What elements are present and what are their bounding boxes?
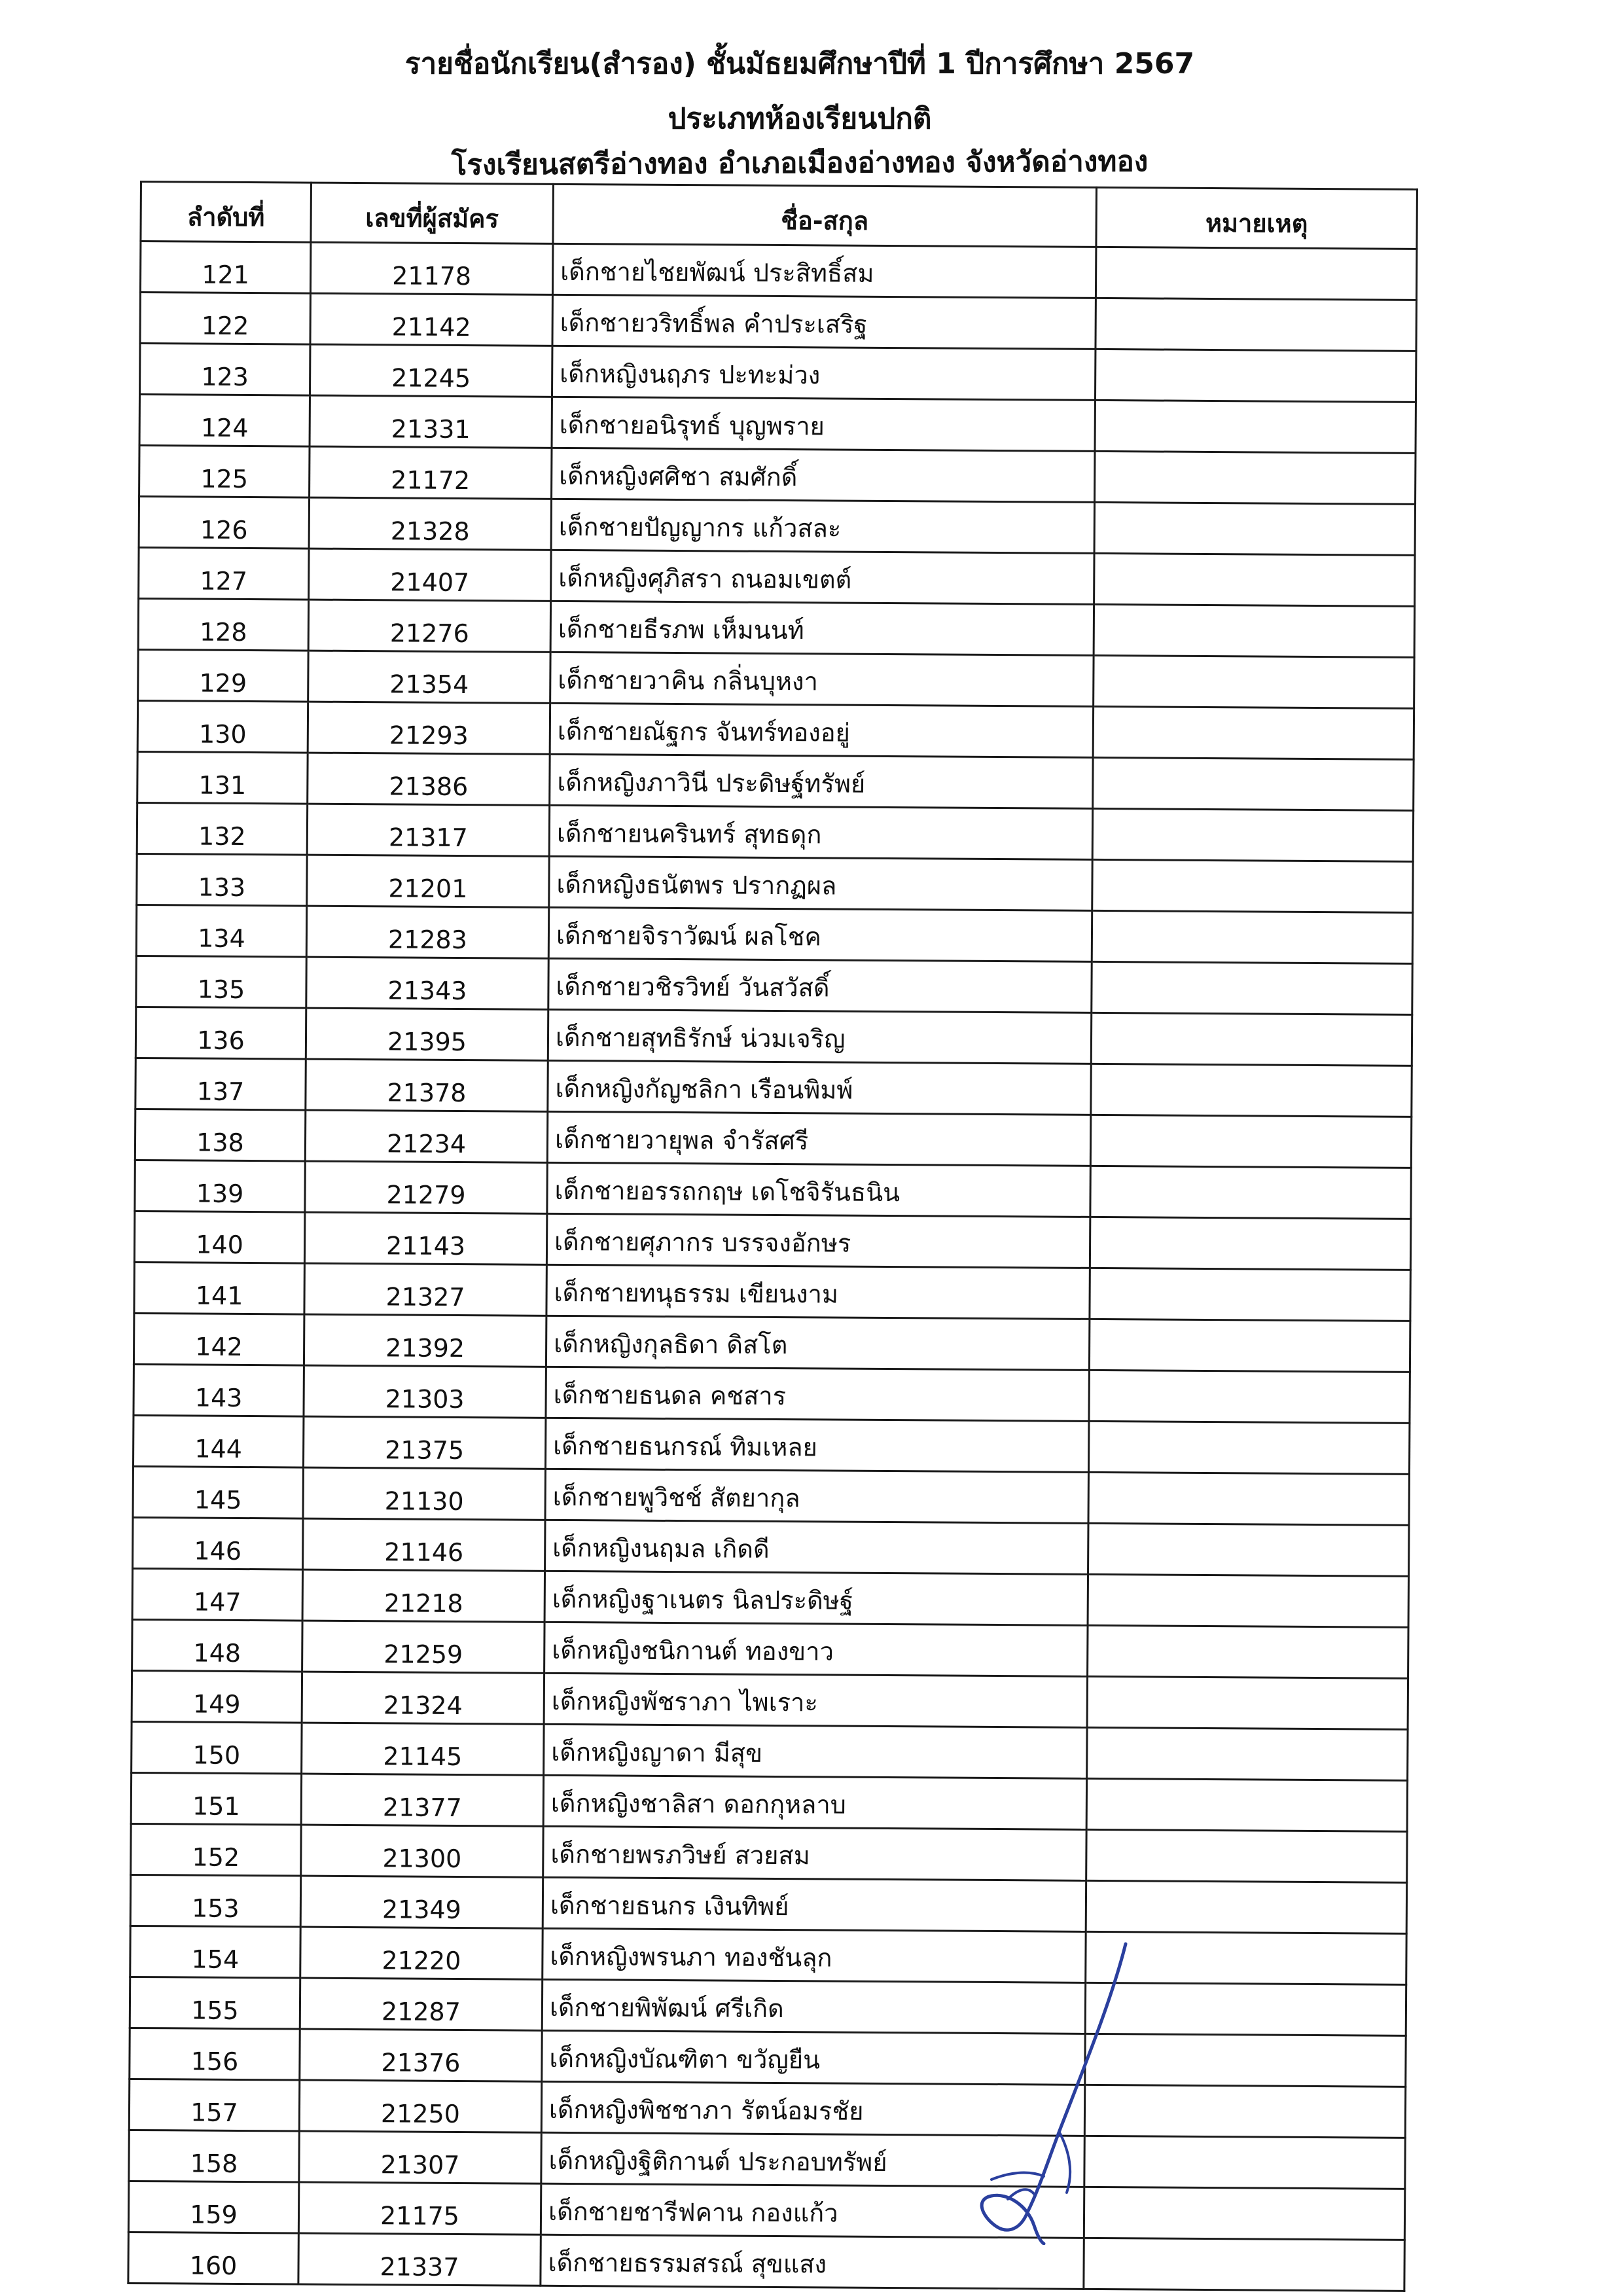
cell-name: เด็กหญิงภาวินี ประดิษฐ์ทรัพย์ — [550, 754, 1093, 808]
cell-order: 145 — [133, 1466, 303, 1518]
cell-remark — [1093, 757, 1414, 810]
cell-order: 153 — [130, 1874, 300, 1927]
table-row — [137, 751, 1414, 810]
table-row — [130, 1874, 1406, 1933]
cell-remark — [1094, 655, 1414, 708]
cell-remark — [1092, 961, 1412, 1014]
table-row — [138, 598, 1414, 657]
cell-order: 154 — [130, 1926, 300, 1978]
column-header-order: ลำดับที่ — [141, 182, 312, 243]
table-row — [136, 956, 1412, 1014]
table-row — [133, 1517, 1409, 1576]
table-row — [133, 1415, 1409, 1474]
table-row — [140, 293, 1416, 351]
cell-order: 152 — [131, 1823, 301, 1876]
table-row — [134, 1211, 1410, 1270]
cell-order: 146 — [133, 1517, 303, 1570]
document-title: รายชื่อนักเรียน(สำรอง) ชั้นมัธยมศึกษาปีที่ 1 ปีการศึกษา 2567 — [404, 47, 1195, 81]
table-row — [128, 2181, 1404, 2240]
table-row — [130, 1977, 1406, 2036]
cell-name: เด็กหญิงกุลธิดา ดิสโต — [546, 1316, 1089, 1370]
table-row — [139, 547, 1415, 606]
table-row — [132, 1619, 1408, 1678]
cell-applicant-no: 21378 — [306, 1059, 548, 1111]
cell-remark — [1096, 298, 1416, 351]
cell-order: 129 — [138, 649, 308, 702]
cell-remark — [1087, 1727, 1408, 1780]
cell-applicant-no: 21145 — [302, 1723, 544, 1775]
cell-applicant-no: 21331 — [310, 395, 552, 448]
cell-name: เด็กหญิงศศิชา สมศักดิ์ — [552, 448, 1095, 502]
signature-stroke — [982, 1944, 1126, 2244]
cell-name: เด็กชายอนิรุทธ์ บุญพราย — [552, 397, 1095, 451]
cell-order: 144 — [133, 1415, 303, 1467]
table-row — [135, 1109, 1411, 1168]
table-row — [129, 2079, 1405, 2138]
cell-name: เด็กชายธนกรณ์ ทิมเหลย — [545, 1418, 1088, 1472]
cell-name: เด็กชายจิราวัฒน์ ผลโชค — [548, 907, 1092, 961]
cell-order: 137 — [135, 1058, 306, 1110]
cell-remark — [1086, 1829, 1407, 1882]
cell-name: เด็กชายชารีฟคาน กองแก้ว — [541, 2183, 1084, 2238]
cell-applicant-no: 21324 — [302, 1672, 544, 1724]
cell-name: เด็กหญิงพัชราภา ไพเราะ — [544, 1673, 1087, 1727]
table-row — [137, 802, 1413, 861]
cell-name: เด็กชายธีรภพ เห็มนนท์ — [550, 601, 1094, 655]
table-header-row — [141, 182, 1418, 249]
cell-remark — [1092, 910, 1412, 963]
table-row — [130, 1926, 1406, 1984]
table-row — [132, 1721, 1408, 1780]
cell-order: 128 — [138, 598, 308, 651]
table-row — [139, 446, 1416, 505]
cell-name: เด็กชายพูวิชช์ สัตยากุล — [545, 1469, 1088, 1523]
cell-applicant-no: 21377 — [301, 1774, 543, 1826]
cell-name: เด็กชายพิพัฒน์ ศรีเกิด — [542, 1979, 1085, 2034]
cell-order: 139 — [135, 1160, 305, 1212]
cell-name: เด็กหญิงญาดา มีสุข — [544, 1724, 1087, 1778]
cell-order: 156 — [130, 2028, 300, 2080]
table-row — [132, 1568, 1408, 1627]
cell-order: 132 — [137, 802, 307, 855]
cell-remark — [1092, 808, 1413, 861]
cell-order: 125 — [139, 446, 310, 498]
cell-name: เด็กชายณัฐกร จันทร์ทองอยู่ — [550, 703, 1093, 757]
cell-applicant-no: 21283 — [306, 906, 548, 958]
cell-applicant-no: 21349 — [300, 1876, 543, 1928]
cell-applicant-no: 21293 — [308, 702, 550, 754]
cell-applicant-no: 21279 — [305, 1161, 547, 1213]
cell-remark — [1096, 247, 1416, 300]
cell-name: เด็กหญิงชนิกานต์ ทองขาว — [544, 1622, 1088, 1676]
table-row — [137, 700, 1414, 759]
cell-applicant-no: 21354 — [308, 651, 550, 703]
table-row — [135, 1160, 1411, 1219]
cell-applicant-no: 21395 — [306, 1008, 548, 1060]
cell-name: เด็กชายธรรมสรณ์ สุขแสง — [541, 2234, 1084, 2289]
cell-remark — [1095, 451, 1416, 504]
cell-name: เด็กชายวาคิน กลิ่นบุหงา — [550, 652, 1094, 706]
cell-remark — [1088, 1472, 1409, 1525]
cell-name: เด็กชายวริทธิ์พล คำประเสริฐ — [552, 295, 1096, 349]
cell-order: 135 — [136, 956, 306, 1008]
cell-remark — [1087, 1676, 1408, 1729]
column-header-remark: หมายเหตุ — [1096, 187, 1418, 249]
table-row — [139, 497, 1415, 556]
cell-remark — [1093, 706, 1414, 759]
cell-name: เด็กหญิงพิชชาภา รัตน์อมรชัย — [541, 2081, 1084, 2136]
cell-applicant-no: 21234 — [305, 1110, 547, 1162]
cell-remark — [1088, 1574, 1408, 1627]
cell-remark — [1084, 2238, 1404, 2291]
cell-order: 121 — [140, 242, 310, 294]
cell-remark — [1090, 1115, 1411, 1168]
cell-name: เด็กหญิงพรนภา ทองชันลุก — [543, 1928, 1086, 1982]
cell-order: 122 — [140, 293, 310, 345]
cell-name: เด็กหญิงศุภิสรา ถนอมเขตต์ — [551, 550, 1094, 604]
table-row — [134, 1262, 1410, 1321]
cell-remark — [1090, 1268, 1410, 1321]
cell-applicant-no: 21327 — [304, 1263, 546, 1316]
cell-name: เด็กชายธนกร เงินทิพย์ — [543, 1877, 1086, 1931]
cell-applicant-no: 21328 — [309, 497, 551, 550]
cell-name: เด็กหญิงธนัตพร ปรากฏผล — [549, 856, 1092, 910]
table-row — [133, 1466, 1409, 1525]
cell-order: 143 — [134, 1364, 304, 1416]
cell-order: 138 — [135, 1109, 305, 1161]
cell-applicant-no: 21218 — [302, 1570, 544, 1622]
cell-applicant-no: 21376 — [300, 2029, 542, 2081]
cell-remark — [1089, 1319, 1410, 1372]
cell-applicant-no: 21142 — [310, 293, 552, 346]
table-body — [128, 242, 1417, 2291]
cell-applicant-no: 21178 — [310, 242, 552, 295]
table-row — [131, 1823, 1407, 1882]
cell-name: เด็กชายไชยพัฒน์ ประสิทธิ์สม — [552, 243, 1096, 298]
table-row — [134, 1313, 1410, 1372]
cell-applicant-no: 21337 — [298, 2233, 541, 2286]
cell-name: เด็กชายวายุพล จำรัสศรี — [547, 1111, 1090, 1166]
cell-applicant-no: 21130 — [303, 1467, 545, 1520]
cell-remark — [1088, 1421, 1409, 1474]
cell-remark — [1095, 349, 1416, 402]
cell-remark — [1088, 1523, 1409, 1576]
cell-applicant-no: 21250 — [299, 2080, 541, 2132]
cell-order: 151 — [131, 1772, 301, 1825]
cell-order: 148 — [132, 1619, 302, 1672]
table-row — [140, 344, 1416, 403]
cell-remark — [1094, 553, 1415, 606]
table-row — [135, 1007, 1412, 1066]
cell-order: 130 — [137, 700, 308, 753]
cell-order: 136 — [135, 1007, 306, 1059]
cell-applicant-no: 21307 — [299, 2131, 541, 2183]
table-row — [135, 1058, 1412, 1117]
cell-applicant-no: 21386 — [308, 753, 550, 805]
cell-applicant-no: 21220 — [300, 1927, 543, 1979]
cell-remark — [1090, 1217, 1410, 1270]
column-header-applicant-no: เลขที่ผู้สมัคร — [311, 183, 554, 243]
cell-applicant-no: 21317 — [307, 804, 549, 856]
table-row — [138, 649, 1414, 708]
cell-order: 157 — [129, 2079, 299, 2131]
cell-remark — [1091, 1013, 1412, 1066]
cell-remark — [1089, 1370, 1410, 1423]
cell-applicant-no: 21300 — [301, 1825, 543, 1877]
table-row — [139, 395, 1416, 454]
table-row — [131, 1772, 1407, 1831]
cell-name: เด็กหญิงฐาเนตร นิลประดิษฐ์ — [544, 1571, 1088, 1625]
cell-name: เด็กชายอรรถกฤษ เดโชจิรันธนิน — [547, 1162, 1090, 1217]
cell-remark — [1094, 604, 1414, 657]
table-row — [134, 1364, 1410, 1423]
cell-order: 127 — [139, 547, 309, 600]
cell-order: 133 — [137, 853, 307, 906]
cell-name: เด็กชายวชิรวิทย์ วันสวัสดิ์ — [548, 958, 1092, 1013]
cell-applicant-no: 21375 — [303, 1416, 545, 1469]
cell-order: 149 — [132, 1670, 302, 1723]
cell-remark — [1090, 1166, 1411, 1219]
signature — [929, 1937, 1139, 2245]
cell-name: เด็กหญิงนฤมล เกิดดี — [545, 1520, 1088, 1574]
cell-order: 158 — [129, 2130, 299, 2182]
table-row — [136, 905, 1412, 963]
table-row — [128, 2232, 1404, 2291]
student-table — [127, 181, 1418, 2292]
table-row — [130, 2028, 1406, 2087]
class-type: ประเภทห้องเรียนปกติ — [668, 102, 932, 135]
cell-name: เด็กชายทนุธรรม เขียนงาม — [546, 1265, 1090, 1319]
cell-name: เด็กชายศุภากร บรรจงอักษร — [546, 1213, 1090, 1268]
cell-applicant-no: 21245 — [310, 344, 552, 397]
cell-order: 140 — [134, 1211, 304, 1263]
cell-order: 155 — [130, 1977, 300, 2029]
cell-remark — [1088, 1625, 1408, 1678]
cell-order: 150 — [132, 1721, 302, 1774]
cell-order: 123 — [140, 344, 310, 396]
cell-applicant-no: 21172 — [310, 446, 552, 499]
cell-order: 124 — [139, 395, 310, 447]
cell-name: เด็กชายนครินทร์ สุทธดุก — [549, 805, 1092, 859]
cell-applicant-no: 21146 — [303, 1518, 545, 1571]
table-row — [129, 2130, 1405, 2189]
cell-order: 131 — [137, 751, 308, 804]
cell-applicant-no: 21201 — [307, 855, 549, 907]
cell-name: เด็กชายพรภวิษย์ สวยสม — [543, 1826, 1086, 1880]
cell-remark — [1094, 502, 1415, 555]
cell-order: 159 — [128, 2181, 298, 2233]
cell-order: 126 — [139, 497, 309, 549]
table-row — [132, 1670, 1408, 1729]
cell-applicant-no: 21259 — [302, 1621, 544, 1673]
cell-order: 134 — [136, 905, 306, 957]
cell-order: 142 — [134, 1313, 304, 1365]
cell-applicant-no: 21343 — [306, 957, 548, 1009]
cell-remark — [1095, 400, 1416, 453]
cell-remark — [1086, 1778, 1407, 1831]
cell-order: 160 — [128, 2232, 298, 2284]
cell-remark — [1086, 1880, 1406, 1933]
school-name: โรงเรียนสตรีอ่างทอง อำเภอเมืองอ่างทอง จังหวัดอ่างทอง — [451, 145, 1149, 182]
cell-name: เด็กชายปัญญากร แก้วสละ — [551, 499, 1094, 553]
table-row — [137, 853, 1413, 912]
student-table-wrapper — [128, 181, 1416, 2282]
cell-order: 147 — [132, 1568, 302, 1621]
cell-remark — [1091, 1064, 1412, 1117]
cell-name: เด็กชายสุทธิรักษ์ น่วมเจริญ — [548, 1009, 1091, 1064]
cell-name: เด็กหญิงฐิติกานต์ ประกอบทรัพย์ — [541, 2132, 1084, 2187]
cell-name: เด็กชายธนดล คชสาร — [546, 1367, 1089, 1421]
column-header-name: ชื่อ-สกุล — [553, 184, 1097, 247]
cell-applicant-no: 21143 — [304, 1212, 546, 1265]
cell-name: เด็กหญิงบัณฑิตา ขวัญยืน — [542, 2030, 1085, 2085]
signature-stroke-2 — [991, 2134, 1070, 2199]
cell-name: เด็กหญิงกัญชลิกา เรือนพิมพ์ — [548, 1060, 1091, 1115]
cell-applicant-no: 21287 — [300, 1978, 542, 2030]
cell-order: 141 — [134, 1262, 304, 1314]
cell-name: เด็กหญิงนฤภร ปะทะม่วง — [552, 346, 1095, 400]
cell-name: เด็กหญิงชาลิสา ดอกกุหลาบ — [543, 1775, 1086, 1829]
cell-applicant-no: 21303 — [304, 1365, 546, 1418]
cell-applicant-no: 21276 — [308, 600, 550, 652]
cell-applicant-no: 21175 — [298, 2182, 541, 2234]
cell-applicant-no: 21392 — [304, 1314, 546, 1367]
cell-applicant-no: 21407 — [309, 548, 551, 601]
table-row — [140, 242, 1416, 300]
cell-remark — [1092, 859, 1413, 912]
